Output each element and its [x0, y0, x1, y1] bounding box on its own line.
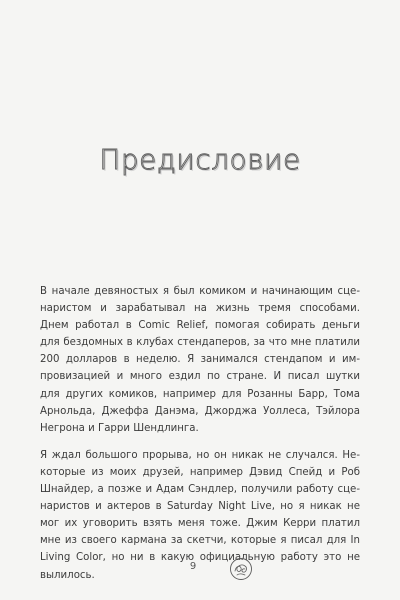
text-line: для других комиков, например для Розанны Барр, Тома: [40, 388, 360, 400]
text-line: 200 долларов в неделю. Я занимался стендапом и им-: [40, 354, 360, 366]
text-line: мог их уговорить взять меня тоже. Джим Керри платил: [40, 518, 360, 530]
text-line: Living Color, но ни в какую официальную работу это не: [40, 552, 360, 564]
chapter-title: Предисловие: [99, 143, 301, 176]
text-line: вылилось.: [40, 569, 95, 581]
page-number: 9: [189, 561, 197, 572]
text-line: провизацией и много ездил по стране. И писал шутки: [40, 371, 360, 383]
text-line: Негрона и Гарри Шендлинга.: [40, 422, 199, 434]
page-footer: [0, 557, 400, 587]
text-line: В начале девяностых я был комиком и начинающим сце-: [40, 286, 360, 297]
text-line: Арнольда, Джеффа Данэма, Джорджа Уоллеса, Тэйлора: [40, 405, 360, 417]
text-line: Шнайдер, а позже и Адам Сэндлер, получили работу сце-: [40, 484, 360, 496]
text-line: наристом и зарабатывал на жизнь тремя способами.: [40, 303, 360, 315]
text-line: для бездомных в клубах стендаперов, за что мне платили: [40, 337, 360, 349]
text-line: Я ждал большого прорыва, но он никак не случался. Не-: [40, 449, 360, 461]
paragraph: [40, 283, 360, 437]
circle-scribble-icon: [229, 557, 253, 581]
text-line: Днем работал в Comic Relief, помогая собирать деньги: [40, 320, 360, 332]
text-line: которые из моих друзей, например Дэвид Спейд и Роб: [40, 466, 360, 478]
body-text: [40, 283, 360, 584]
text-line: мне из своего кармана за скетчи, которые я писал для In: [40, 535, 360, 547]
text-line: наристов и актеров в Saturday Night Live, но я никак не: [40, 501, 360, 513]
